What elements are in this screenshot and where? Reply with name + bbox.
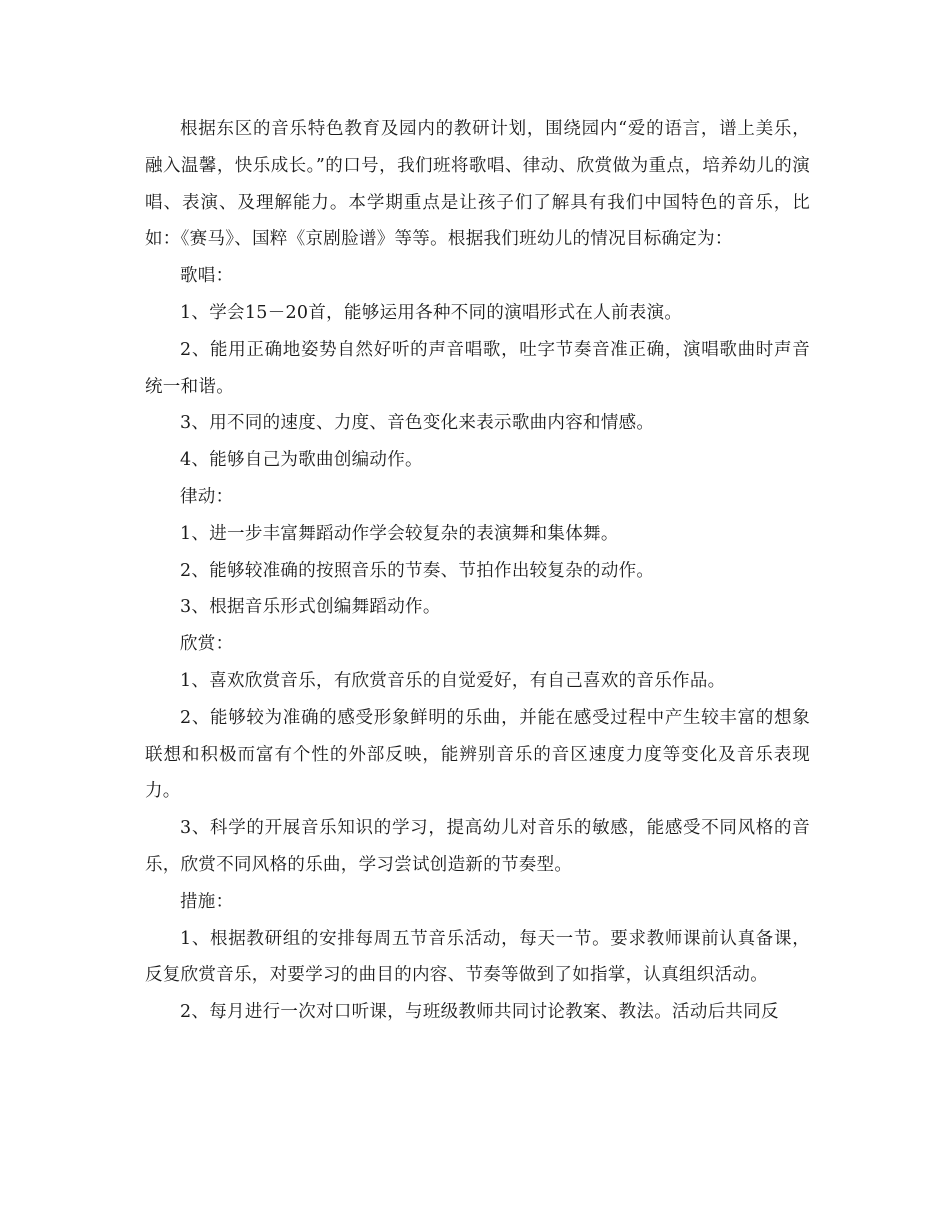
- singing-item-3: 3、用不同的速度、力度、音色变化来表示歌曲内容和情感。: [180, 413, 655, 434]
- section-heading-singing: 歌唱：: [180, 266, 234, 287]
- appreciation-item-1: 1、喜欢欣赏音乐，有欣赏音乐的自觉爱好，有自己喜欢的音乐作品。: [180, 670, 726, 691]
- appreciation-item-2: 2、能够较为准确的感受形象鲜明的乐曲，并能在感受过程中产生较丰富的想象联想和积极而富有个性的外部反映，能辨别音乐的音区速度力度等变化及音乐表现力。: [145, 707, 810, 802]
- document-body: [145, 111, 810, 1031]
- measures-item-2: 2、每月进行一次对口听课，与班级教师共同讨论教案、教法。活动后共同反: [180, 1002, 779, 1023]
- rhythm-item-1: 1、进一步丰富舞蹈动作学会较复杂的表演舞和集体舞。: [180, 523, 619, 544]
- intro-paragraph: 根据东区的音乐特色教育及园内的教研计划，围绕园内“爱的语言，谱上美乐，融入温馨，快乐成长。”的口号，我们班将歌唱、律动、欣赏做为重点，培养幼儿的演唱、表演、及理解能力。本学期重点是让孩子们了解具有我们中国特色的音乐，比如：《赛马》、国粹《京剧脸谱》等等。根据我们班幼儿的情况目标确定为：: [145, 119, 810, 250]
- singing-item-4: 4、能够自己为歌曲创编动作。: [180, 450, 423, 471]
- rhythm-item-2: 2、能够较准确的按照音乐的节奏、节拍作出较复杂的动作。: [180, 560, 655, 581]
- rhythm-item-3: 3、根据音乐形式创编舞蹈动作。: [180, 597, 441, 618]
- measures-item-1: 1、根据教研组的安排每周五节音乐活动，每天一节。要求教师课前认真备课，反复欣赏音乐，对要学习的曲目的内容、节奏等做到了如指掌，认真组织活动。: [145, 928, 810, 986]
- section-heading-measures: 措施：: [180, 891, 234, 912]
- singing-item-2: 2、能用正确地姿势自然好听的声音唱歌，吐字节奏音准正确，演唱歌曲时声音统一和谐。: [145, 339, 810, 397]
- section-heading-appreciation: 欣赏：: [180, 634, 234, 655]
- singing-item-1: 1、学会15－20首，能够运用各种不同的演唱形式在人前表演。: [180, 302, 683, 323]
- appreciation-item-3: 3、科学的开展音乐知识的学习，提高幼儿对音乐的敏感，能感受不同风格的音乐，欣赏不同风格的乐曲，学习尝试创造新的节奏型。: [145, 818, 810, 875]
- section-heading-rhythm: 律动：: [180, 486, 234, 507]
